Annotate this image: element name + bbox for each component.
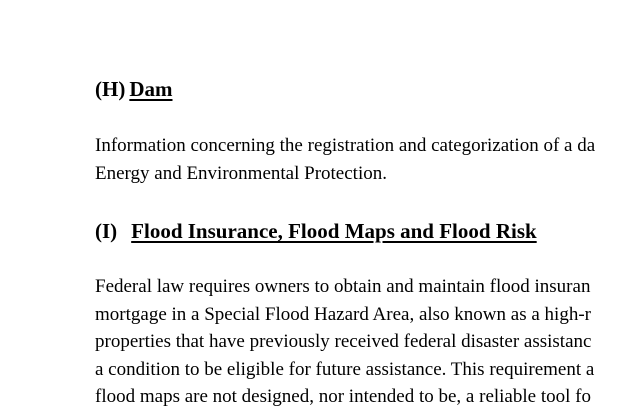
text-line: a condition to be eligible for future assistance. This requirement a	[95, 358, 595, 380]
section-heading-flood	[95, 219, 537, 243]
paragraph-dam	[95, 132, 595, 187]
paragraph-flood	[95, 273, 594, 410]
text-line: flood maps are not designed, nor intended to be, a reliable tool fo	[95, 386, 591, 408]
text-line: Energy and Environmental Protection.	[95, 162, 387, 184]
section-number: (I)	[95, 219, 118, 243]
text-line: mortgage in a Special Flood Hazard Area, also known as a high-r	[95, 303, 591, 325]
section-heading-dam	[95, 77, 173, 101]
section-title: Flood Insurance, Flood Maps and Flood Risk	[131, 219, 537, 243]
text-line: Federal law requires owners to obtain and maintain flood insuran	[95, 276, 591, 297]
text-line: Information concerning the registration and categorization of a da	[95, 135, 596, 156]
text-line: properties that have previously received federal disaster assistanc	[95, 331, 592, 353]
section-title: Dam	[129, 77, 173, 101]
section-number: (H)	[95, 77, 126, 101]
